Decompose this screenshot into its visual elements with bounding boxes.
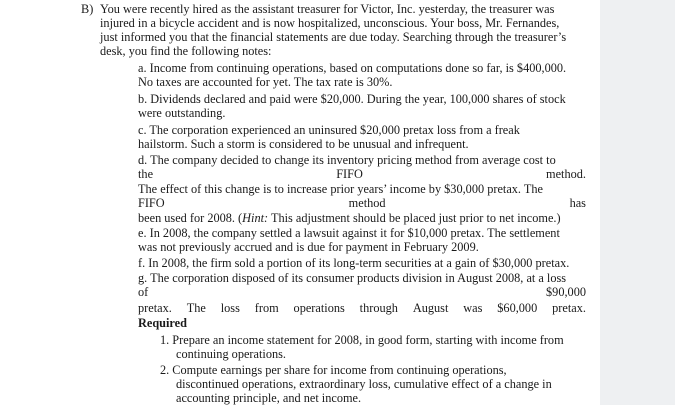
note-g-line-1: g. The corporation disposed of its consumer products division in August 2008, at a loss [138, 271, 567, 285]
note-g-word: loss [220, 301, 240, 315]
note-c-line-1: c. The corporation experienced an uninsured $20,000 pretax loss from a freak [138, 123, 520, 137]
intro-line-2: injured in a bicycle accident and is now hospitalized, unconscious. Your boss, Mr. Fernandes, [100, 16, 560, 30]
note-g-word: $90,000 [546, 285, 586, 299]
note-e-line-2: was not previously accrued and is due for payment in February 2009. [138, 240, 479, 254]
viewer-side-panel [600, 0, 675, 405]
intro-line-3: just informed you that the financial statements are due today. Searching through the treasurer’s [100, 30, 567, 44]
note-d-line-5 [138, 211, 561, 225]
note-b-line-1: b. Dividends declared and paid were $20,000. During the year, 100,000 shares of stock [138, 92, 566, 106]
required-item-2-line-1: 2. Compute earnings per share for income from continuing operations, [160, 363, 507, 377]
note-d-line-4 [138, 196, 586, 210]
required-item-1-line-2: continuing operations. [176, 347, 286, 361]
note-d-line-3: The effect of this change is to increase prior years’ income by $30,000 pretax. The [138, 182, 543, 196]
note-g-word: pretax. [138, 301, 172, 315]
required-item-2-line-2: discontinued operations, extraordinary loss, cumulative effect of a change in [176, 377, 552, 391]
note-d-line-2 [138, 167, 586, 181]
note-g-word: of [138, 285, 149, 299]
note-g-word: pretax. [552, 301, 586, 315]
note-b-line-2: were outstanding. [138, 106, 226, 120]
note-g-word: $60,000 [497, 301, 538, 315]
note-d-hint-label: Hint: [242, 211, 269, 225]
note-f-line-1: f. In 2008, the firm sold a portion of its long-term securities at a gain of $30,000 pretax. [138, 256, 570, 270]
note-d-word: method. [546, 167, 586, 181]
note-g-word: The [186, 301, 206, 315]
note-g-line-3 [138, 301, 586, 315]
note-a-line-1: a. Income from continuing operations, based on computations done so far, is $400,000. [138, 61, 567, 75]
intro-line-1: You were recently hired as the assistant treasurer for Victor, Inc. yesterday, the treasurer was [100, 2, 555, 16]
note-d-word: FIFO [336, 167, 363, 181]
note-a-line-2: No taxes are accounted for yet. The tax rate is 30%. [138, 75, 393, 89]
note-g-word: operations [293, 301, 345, 315]
note-g-word: was [463, 301, 483, 315]
required-item-1-line-1: 1. Prepare an income statement for 2008, in good form, starting with income from [160, 333, 564, 347]
note-d-word: method [348, 196, 386, 210]
note-d-line-1: d. The company decided to change its inventory pricing method from average cost to [138, 153, 556, 167]
note-d-line-5-pre: been used for 2008. ( [138, 211, 243, 225]
note-c-line-2: hailstorm. Such a storm is considered to be unusual and infrequent. [138, 137, 469, 151]
required-heading: Required [138, 316, 187, 330]
note-d-word: has [569, 196, 586, 210]
note-d-line-5-post: This adjustment should be placed just prior to net income.) [268, 211, 561, 225]
problem-label: B) [81, 2, 94, 16]
note-d-word: the [138, 167, 154, 181]
required-item-2-line-3: accounting principle, and net income. [176, 391, 362, 405]
note-g-word: August [412, 301, 449, 315]
note-e-line-1: e. In 2008, the company settled a lawsuit against it for $10,000 pretax. The settlement [138, 226, 560, 240]
note-g-word: through [359, 301, 398, 315]
note-g-word: from [254, 301, 279, 315]
note-g-line-2 [138, 285, 586, 299]
intro-line-4: desk, you find the following notes: [100, 44, 272, 58]
note-d-word: FIFO [138, 196, 165, 210]
